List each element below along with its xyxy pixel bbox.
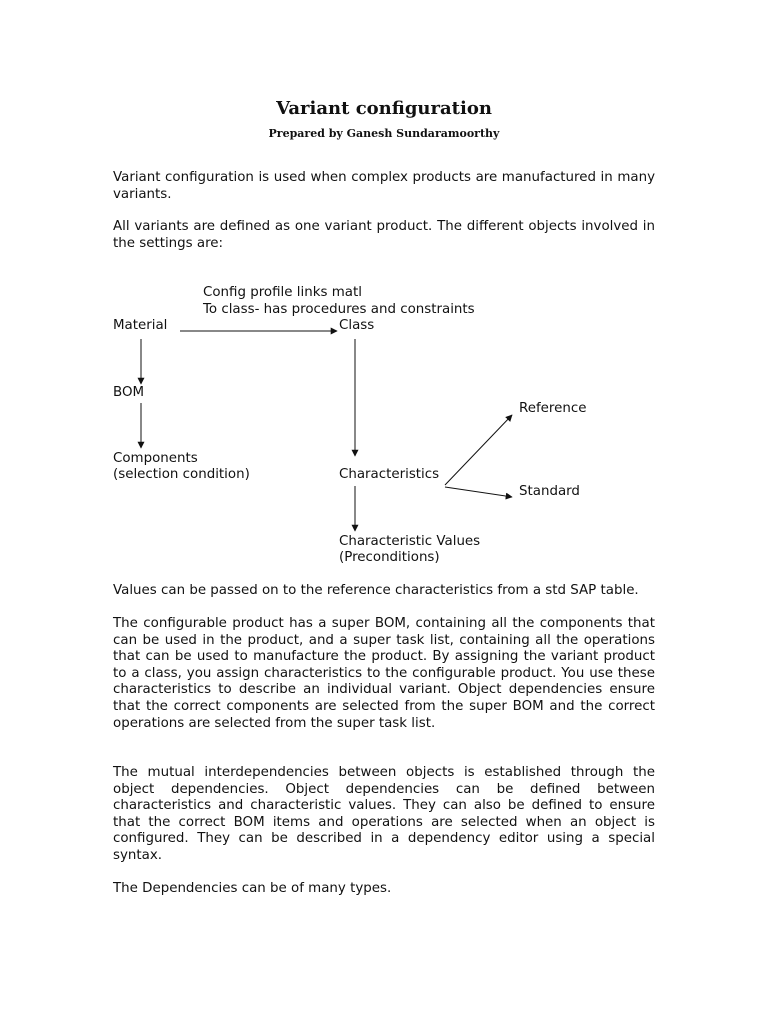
document-title: Variant configuration bbox=[276, 98, 492, 119]
body-paragraph-super-bom: The configurable product has a super BOM, containing all the components that can be used in the product, and a super task list, containing all the operations that can be used to manufacture the product. By assigning the variant product to a class, you assign characteristics to the configurable product. You use these characteristics to describe an individual variant. Object dependencies ensure that the correct components are selected from the super BOM and the correct operations are selected from the super task list. bbox=[113, 616, 655, 731]
document-author: Prepared by Ganesh Sundaramoorthy bbox=[268, 127, 500, 140]
config-profile-note-line-1: Config profile links matl bbox=[203, 285, 362, 300]
body-paragraph-values: Values can be passed on to the reference characteristics from a std SAP table. bbox=[113, 583, 639, 598]
node-bom: BOM bbox=[113, 385, 145, 400]
intro-paragraph-2: All variants are defined as one variant product. The different objects involved in the settings are: bbox=[113, 219, 655, 251]
body-paragraph-dependency-types: The Dependencies can be of many types. bbox=[113, 881, 392, 896]
node-characteristics: Characteristics bbox=[339, 467, 440, 482]
node-characteristic-values: Characteristic Values bbox=[339, 534, 481, 549]
node-components-note: (selection condition) bbox=[113, 467, 250, 482]
body-paragraph-interdependencies: The mutual interdependencies between objects is established through the object dependencies. Object dependencies can be defined between characteristics and characteristic values. They can also be defined to ensure that the correct BOM items and operations are selected when an object is configured. They can be described in a dependency editor using a special syntax. bbox=[113, 765, 655, 863]
node-components: Components bbox=[113, 451, 198, 466]
arrow-characteristics-to-reference bbox=[445, 415, 512, 485]
config-profile-note-line-2: To class- has procedures and constraints bbox=[203, 302, 475, 317]
node-material: Material bbox=[113, 318, 168, 333]
node-standard: Standard bbox=[519, 484, 580, 499]
arrow-characteristics-to-standard bbox=[445, 487, 512, 497]
intro-paragraph-1: Variant configuration is used when complex products are manufactured in many variants. bbox=[113, 170, 655, 202]
node-class: Class bbox=[339, 318, 375, 333]
node-preconditions: (Preconditions) bbox=[339, 550, 440, 565]
node-reference: Reference bbox=[519, 401, 587, 416]
